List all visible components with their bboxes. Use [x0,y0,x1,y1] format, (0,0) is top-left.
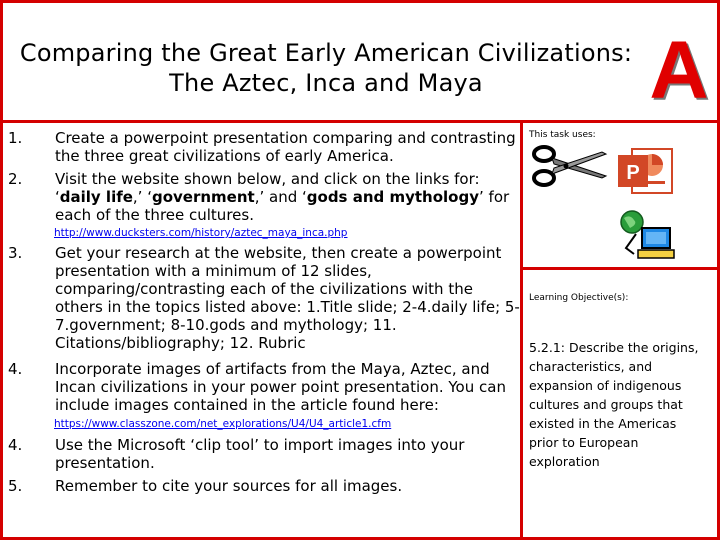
list-item-number: 1. [8,129,23,147]
divider-sidebar [521,267,717,270]
grade-letter: A [649,25,709,116]
list-item-number: 2. [8,170,23,188]
list-item-number: 5. [8,477,23,495]
topic-daily-life: daily life [59,188,133,206]
learning-objective-text: 5.2.1: Describe the origins, characteristics, and expansion of indigenous cultures and groups that existed in the Americas prior to European exploration [529,340,699,469]
list-item-text: Create a powerpoint presentation comparing and contrasting the three great civilizations of early America. [55,129,516,165]
list-item-text: Remember to cite your sources for all images. [55,477,403,495]
classzone-link[interactable]: https://www.classzone.com/net_explorations/U4/U4_article1.cfm [54,418,392,430]
powerpoint-icon [614,143,676,199]
list-item-text: Get your research at the website, then create a powerpoint presentation with a minimum of 12 slides, comparing/contrasting each of the civilizations with the others in the topics listed above: 1.Title slide; 2-4.daily life; 5-7.government; 8-10.gods and mythology; 11. Citations/bibliography; 12. Rubric [55,244,520,352]
list-item-text: Incorporate images of artifacts from the Maya, Aztec, and Incan civilizations in your power point presentation. You can include images contained in the article found here: [55,360,506,414]
list-item-number: 4. [8,436,23,454]
learning-objective-label: Learning Objective(s): [529,293,629,303]
topic-gods-mythology: gods and mythology [306,188,479,206]
topic-government: government [151,188,255,206]
divider-horizontal [3,120,717,123]
list-item-text: Use the Microsoft ‘clip tool’ to import images into your presentation. [55,436,465,472]
list-item-number: 3. [8,244,23,262]
list-item-number: 4. [8,360,23,378]
svg-text:P: P [626,162,640,184]
page-title: Comparing the Great Early American Civilizations: The Aztec, Inca and Maya [19,39,633,97]
scissors-icon [530,140,610,190]
task-uses-label: This task uses: [529,130,596,140]
list-item-text: Visit the website shown below, and click on the links for: ‘daily life,’ ‘government,’ and ‘gods and mythology’ for each of the three cultures. [55,170,510,224]
ducksters-link[interactable]: http://www.ducksters.com/history/aztec_maya_inca.php [54,227,348,239]
globe-computer-icon [616,208,678,264]
